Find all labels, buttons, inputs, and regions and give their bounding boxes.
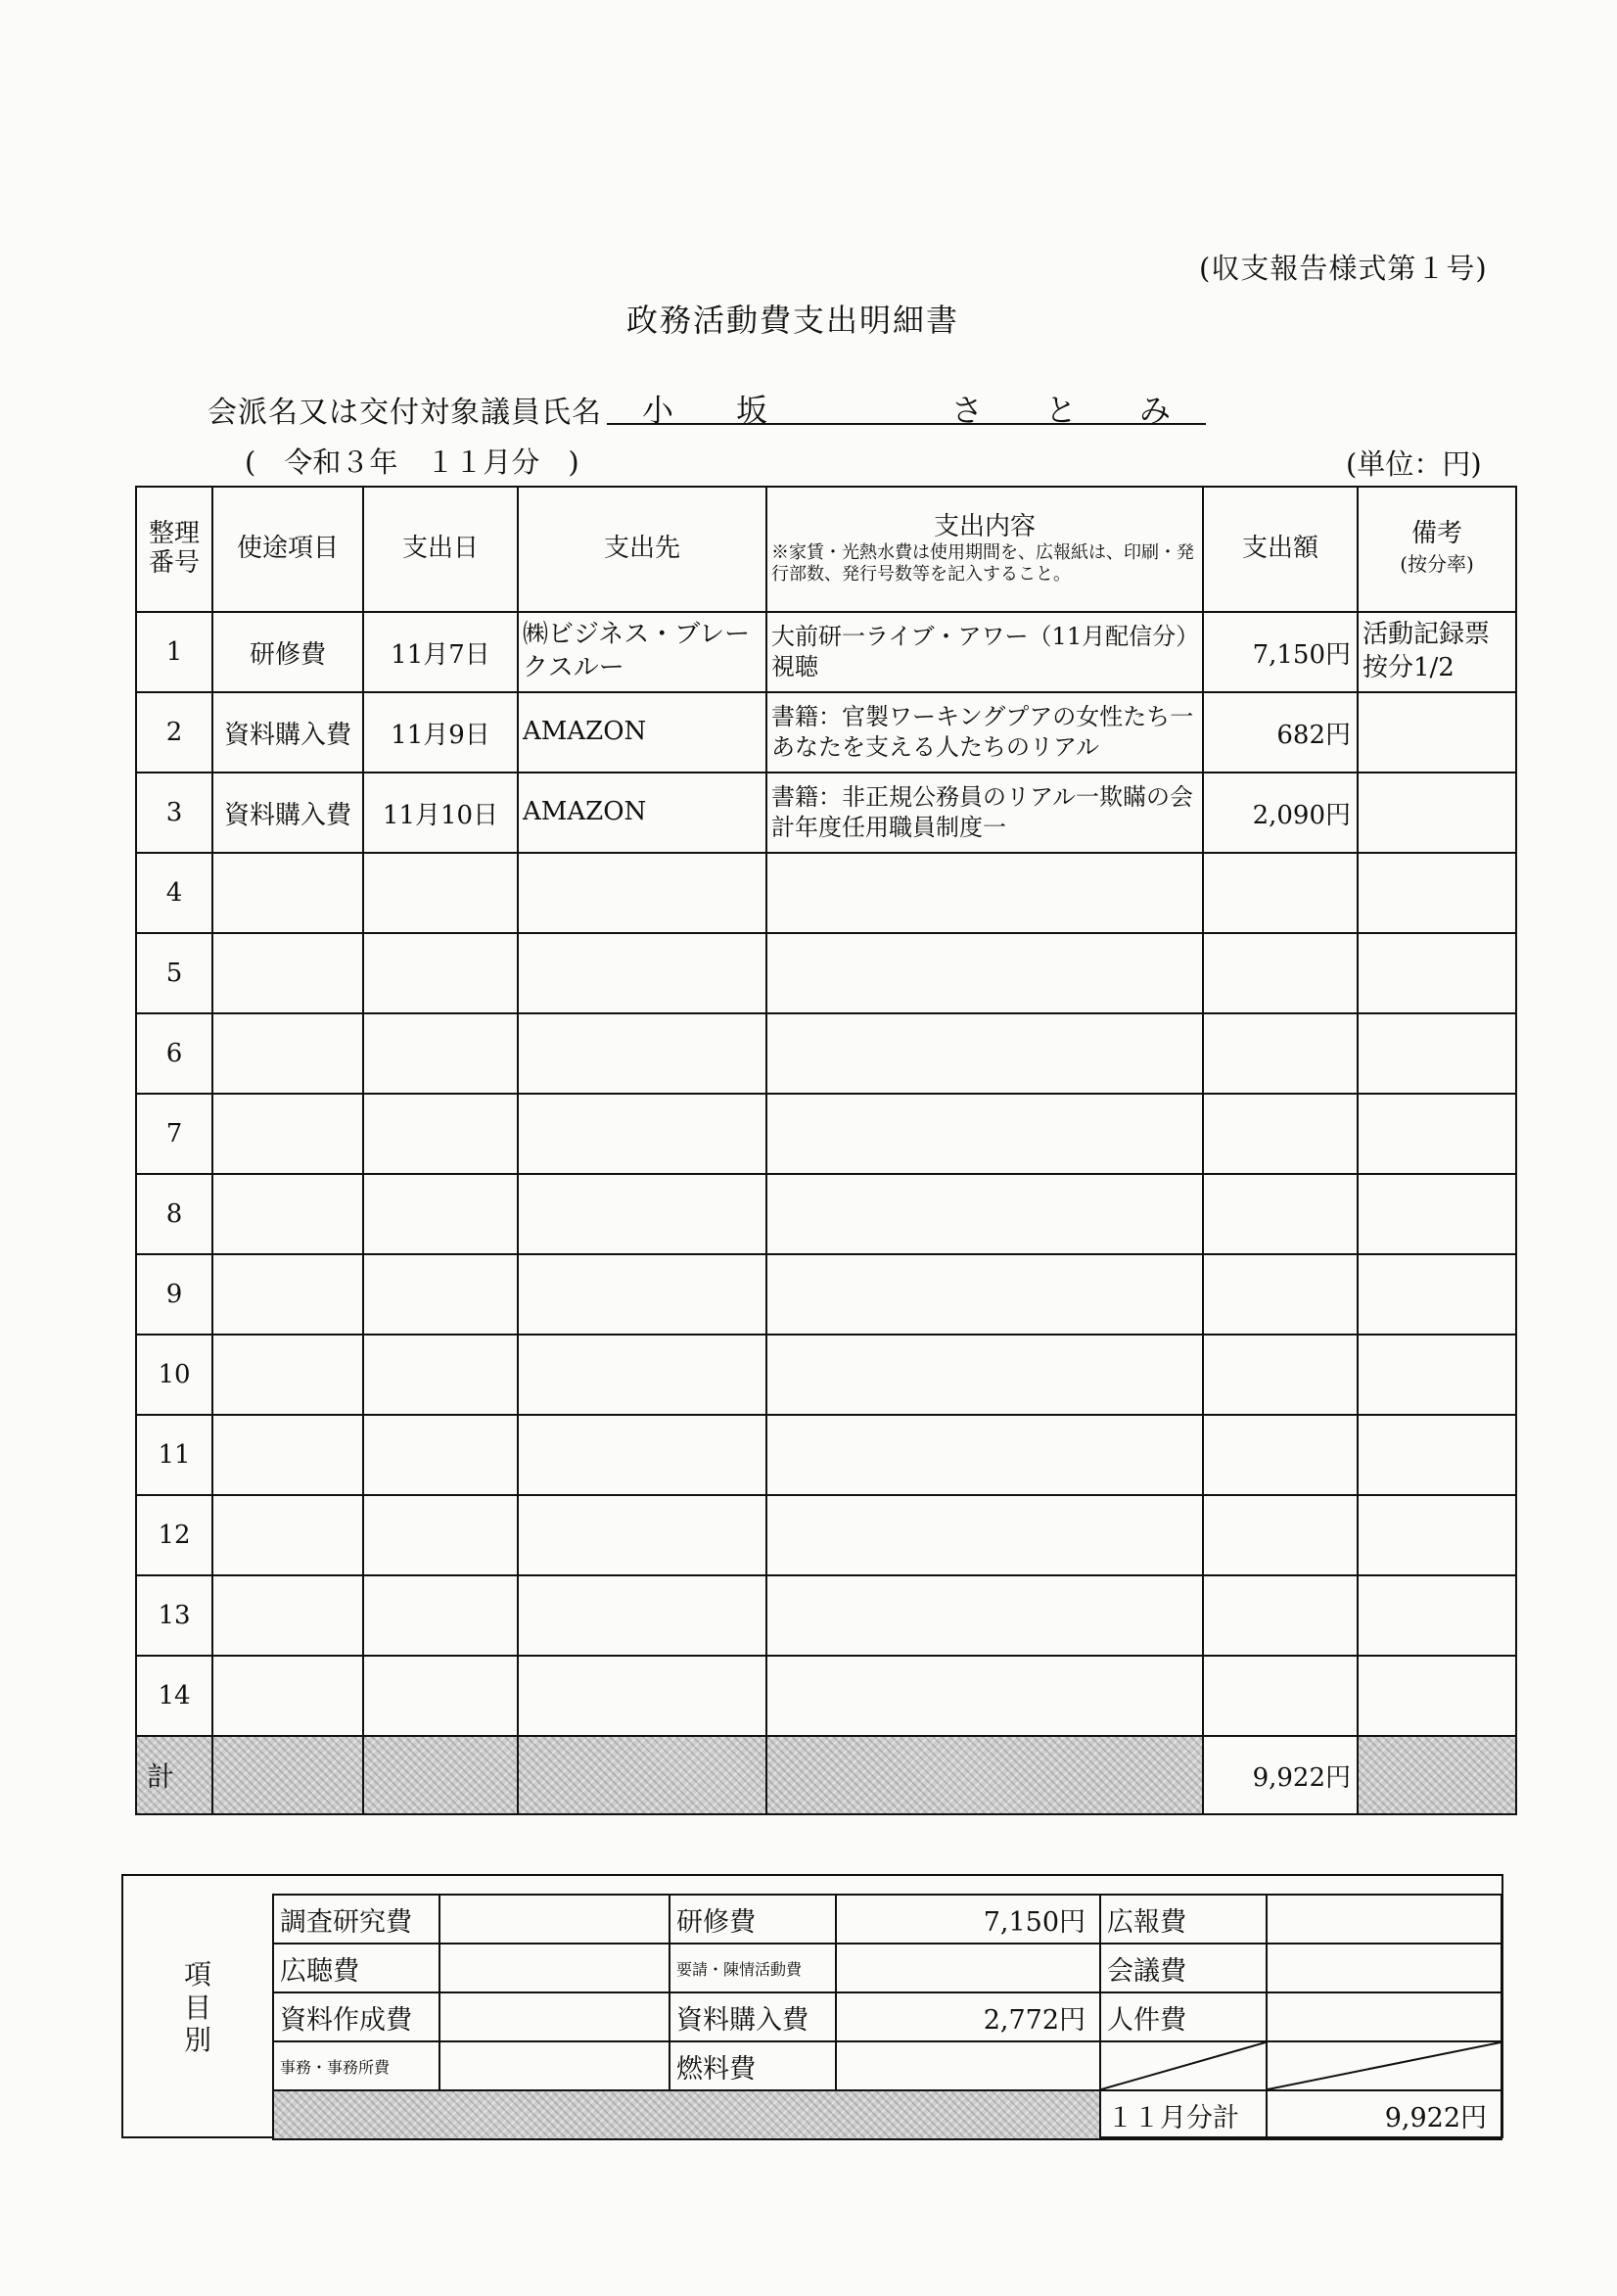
- row-no: 9: [136, 1254, 212, 1335]
- row-date: [363, 1013, 518, 1094]
- row-no: 5: [136, 933, 212, 1013]
- row-remarks: [1358, 1335, 1516, 1415]
- row-payee: ㈱ビジネス・ブレークスルー: [518, 612, 766, 692]
- row-remarks: [1358, 1174, 1516, 1254]
- table-row: [136, 1174, 1516, 1254]
- summary-category-label: 広報費: [1100, 1895, 1267, 1944]
- row-content: [766, 853, 1203, 933]
- row-date: [363, 1254, 518, 1335]
- row-content: [766, 1335, 1203, 1415]
- row-no: 11: [136, 1415, 212, 1495]
- summary-total-row: [273, 2090, 1502, 2139]
- summary-category-value: 7,150円: [836, 1895, 1100, 1944]
- summary-category-value: [439, 1992, 670, 2041]
- expense-table: [135, 486, 1517, 1815]
- unit-label: (単位：円): [1346, 447, 1482, 481]
- row-content: [766, 1013, 1203, 1094]
- row-payee: [518, 1174, 766, 1254]
- table-header-row: [136, 487, 1516, 612]
- row-remarks: [1358, 853, 1516, 933]
- row-content: [766, 1415, 1203, 1495]
- summary-category-label: [1100, 2041, 1267, 2090]
- row-content: [766, 1254, 1203, 1335]
- summary-category-value: [1267, 1944, 1502, 1992]
- form-number: (収支報告様式第１号): [1199, 252, 1488, 285]
- header-remarks-title: 備考: [1410, 519, 1462, 549]
- row-payee: [518, 853, 766, 933]
- row-date: [363, 1174, 518, 1254]
- row-date: [363, 1495, 518, 1575]
- total-label: 計: [136, 1736, 212, 1814]
- row-remarks: [1358, 1415, 1516, 1495]
- row-no: 7: [136, 1094, 212, 1174]
- summary-row: [273, 1992, 1502, 2041]
- total-amount: 9,922円: [1203, 1736, 1358, 1814]
- summary-category-value: [836, 2041, 1100, 2090]
- header-no: 整理番号: [136, 487, 212, 612]
- row-amount: [1203, 1174, 1358, 1254]
- row-category: [212, 933, 363, 1013]
- summary-category-label: 要請・陳情活動費: [670, 1944, 836, 1992]
- summary-category-value: [439, 1895, 670, 1944]
- row-date: 11月7日: [363, 612, 518, 692]
- summary-vertical-char: 目: [183, 1991, 211, 2024]
- summary-vertical-label: [168, 1958, 227, 2057]
- member-name: [607, 386, 1206, 429]
- table-row: [136, 1013, 1516, 1094]
- summary-category-value: 2,772円: [836, 1992, 1100, 2041]
- row-no: 6: [136, 1013, 212, 1094]
- member-name-char: 小: [642, 392, 674, 429]
- summary-category-label: 広聴費: [273, 1944, 439, 1992]
- summary-vertical-char: 項: [183, 1958, 211, 1991]
- table-body: [136, 612, 1516, 1736]
- row-amount: [1203, 1656, 1358, 1736]
- table-row: [136, 1094, 1516, 1174]
- row-remarks: [1358, 1656, 1516, 1736]
- table-row: [136, 1495, 1516, 1575]
- row-amount: [1203, 1254, 1358, 1335]
- member-name-char: 坂: [736, 392, 768, 429]
- row-amount: 682円: [1203, 692, 1358, 773]
- row-payee: [518, 933, 766, 1013]
- row-payee: [518, 1415, 766, 1495]
- summary-category-label: 資料作成費: [273, 1992, 439, 2041]
- row-category: [212, 1013, 363, 1094]
- row-payee: [518, 1254, 766, 1335]
- table-row: [136, 853, 1516, 933]
- row-no: 4: [136, 853, 212, 933]
- header-remarks: [1358, 487, 1516, 612]
- month-total-label: １１月分計: [1100, 2090, 1267, 2139]
- row-category: 研修費: [212, 612, 363, 692]
- row-payee: [518, 1575, 766, 1656]
- row-category: [212, 853, 363, 933]
- member-name-char: と: [1044, 392, 1077, 429]
- row-remarks: [1358, 1495, 1516, 1575]
- table-row: [136, 1415, 1516, 1495]
- summary-vertical-char: 別: [183, 2024, 211, 2057]
- row-remarks: [1358, 692, 1516, 773]
- row-content: 大前研一ライブ・アワー（11月配信分）視聴: [766, 612, 1203, 692]
- row-no: 14: [136, 1656, 212, 1736]
- summary-category-label: 資料購入費: [670, 1992, 836, 2041]
- row-content: [766, 1094, 1203, 1174]
- row-date: [363, 1335, 518, 1415]
- document-title: 政務活動費支出明細書: [626, 302, 960, 339]
- header-payee: 支出先: [518, 487, 766, 612]
- row-remarks: [1358, 773, 1516, 853]
- row-payee: AMAZON: [518, 692, 766, 773]
- header-date: 支出日: [363, 487, 518, 612]
- summary-category-value: [836, 1944, 1100, 1992]
- summary-category-value: [1267, 1895, 1502, 1944]
- row-amount: 7,150円: [1203, 612, 1358, 692]
- summary-category-label: 調査研究費: [273, 1895, 439, 1944]
- row-category: [212, 1174, 363, 1254]
- row-date: [363, 853, 518, 933]
- row-amount: [1203, 933, 1358, 1013]
- row-remarks: [1358, 1254, 1516, 1335]
- row-amount: 2,090円: [1203, 773, 1358, 853]
- row-amount: [1203, 1335, 1358, 1415]
- summary-category-value: [439, 1944, 670, 1992]
- member-name-char: み: [1138, 392, 1171, 429]
- row-date: [363, 1094, 518, 1174]
- summary-category-value: [1267, 1992, 1502, 2041]
- summary-category-label: 会議費: [1100, 1944, 1267, 1992]
- summary-row: [273, 2041, 1502, 2090]
- summary-category-value: [439, 2041, 670, 2090]
- summary-category-label: 研修費: [670, 1895, 836, 1944]
- row-category: [212, 1575, 363, 1656]
- table-row: [136, 692, 1516, 773]
- row-remarks: [1358, 1094, 1516, 1174]
- row-content: [766, 1575, 1203, 1656]
- row-no: 3: [136, 773, 212, 853]
- row-remarks: [1358, 1013, 1516, 1094]
- table-row: [136, 612, 1516, 692]
- row-remarks: [1358, 933, 1516, 1013]
- row-payee: [518, 1094, 766, 1174]
- table-row: [136, 1575, 1516, 1656]
- row-category: 資料購入費: [212, 773, 363, 853]
- header-category: 使途項目: [212, 487, 363, 612]
- summary-row: [273, 1944, 1502, 1992]
- row-no: 8: [136, 1174, 212, 1254]
- row-category: 資料購入費: [212, 692, 363, 773]
- header-content-note: ※家賃・光熱水費は使用期間を、広報紙は、印刷・発行部数、発行号数等を記入すること。: [771, 542, 1194, 585]
- row-payee: [518, 1335, 766, 1415]
- row-content: 書籍：非正規公務員のリアル一欺瞞の会計年度任用職員制度一: [766, 773, 1203, 853]
- header-amount: 支出額: [1203, 487, 1358, 612]
- row-payee: AMAZON: [518, 773, 766, 853]
- row-payee: [518, 1495, 766, 1575]
- summary-category-label: 人件費: [1100, 1992, 1267, 2041]
- total-row: [136, 1736, 1516, 1814]
- row-date: [363, 1415, 518, 1495]
- row-amount: [1203, 1013, 1358, 1094]
- row-amount: [1203, 1094, 1358, 1174]
- row-amount: [1203, 1575, 1358, 1656]
- row-category: [212, 1094, 363, 1174]
- summary-row: [273, 1895, 1502, 1944]
- row-category: [212, 1495, 363, 1575]
- row-date: [363, 933, 518, 1013]
- row-no: 12: [136, 1495, 212, 1575]
- row-payee: [518, 1656, 766, 1736]
- row-content: 書籍：官製ワーキングプアの女性たち一あなたを支える人たちのリアル: [766, 692, 1203, 773]
- row-content: [766, 1495, 1203, 1575]
- row-no: 10: [136, 1335, 212, 1415]
- table-row: [136, 1254, 1516, 1335]
- row-content: [766, 1656, 1203, 1736]
- header-content: [766, 487, 1203, 612]
- table-row: [136, 933, 1516, 1013]
- table-row: [136, 1656, 1516, 1736]
- row-category: [212, 1656, 363, 1736]
- row-category: [212, 1335, 363, 1415]
- row-no: 13: [136, 1575, 212, 1656]
- row-amount: [1203, 853, 1358, 933]
- row-payee: [518, 1013, 766, 1094]
- header-remarks-sub: (按分率): [1400, 552, 1474, 576]
- reporting-period: ( 令和３年 １１月分 ): [245, 445, 579, 479]
- summary-category-label: 事務・事務所費: [273, 2041, 439, 2090]
- row-category: [212, 1415, 363, 1495]
- row-date: [363, 1656, 518, 1736]
- summary-category-label: 燃料費: [670, 2041, 836, 2090]
- row-remarks: [1358, 1575, 1516, 1656]
- row-amount: [1203, 1495, 1358, 1575]
- row-amount: [1203, 1415, 1358, 1495]
- member-label: 会派名又は交付対象議員氏名: [208, 396, 602, 430]
- row-remarks: 活動記録票按分1/2: [1358, 612, 1516, 692]
- row-no: 2: [136, 692, 212, 773]
- row-content: [766, 933, 1203, 1013]
- row-date: 11月10日: [363, 773, 518, 853]
- table-row: [136, 773, 1516, 853]
- row-no: 1: [136, 612, 212, 692]
- month-total-value: 9,922円: [1267, 2090, 1502, 2139]
- summary-category-value: [1267, 2041, 1502, 2090]
- row-date: 11月9日: [363, 692, 518, 773]
- category-summary-table: [272, 1894, 1502, 2140]
- row-category: [212, 1254, 363, 1335]
- header-content-title: 支出内容: [933, 512, 1036, 542]
- row-date: [363, 1575, 518, 1656]
- table-row: [136, 1335, 1516, 1415]
- member-name-char: さ: [950, 392, 983, 429]
- row-content: [766, 1174, 1203, 1254]
